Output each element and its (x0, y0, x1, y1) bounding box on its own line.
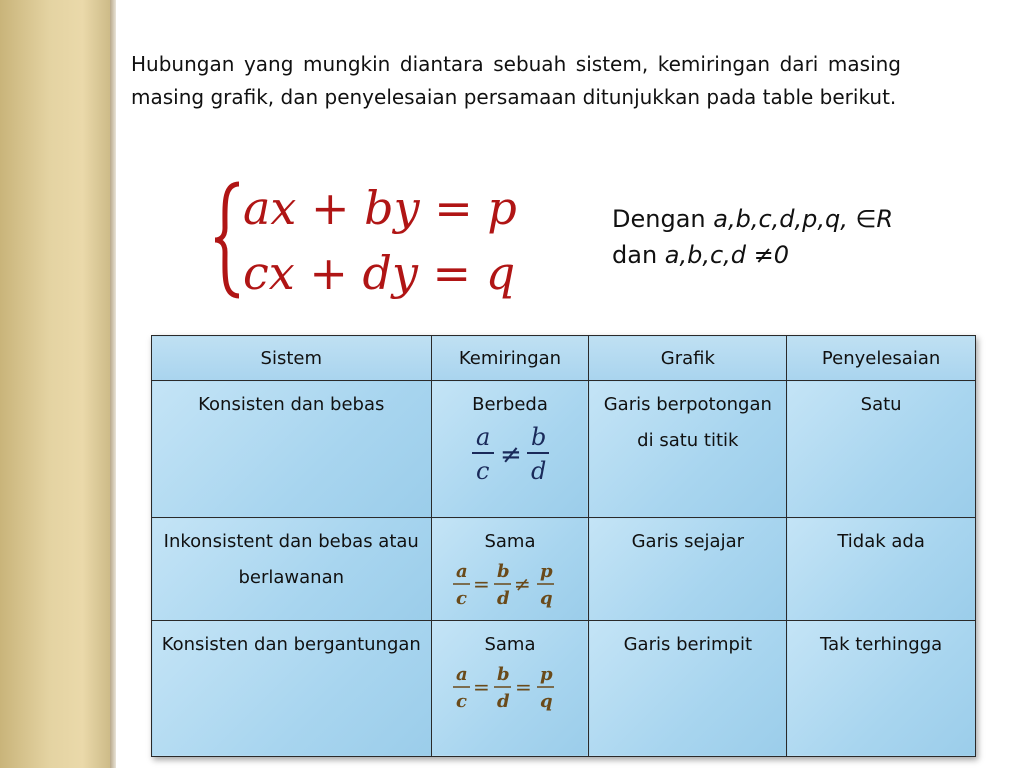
svg-text:d: d (496, 690, 510, 712)
cell-kemiringan: Sama a c = b d ≠ p q (431, 518, 589, 621)
svg-text:a: a (475, 423, 491, 451)
note-line-2: dan a,b,c,d ≠0 (612, 241, 790, 269)
equation-1: ax + by = p (243, 181, 517, 235)
svg-text:=: = (514, 674, 532, 699)
header-kemiringan: Kemiringan (431, 336, 589, 381)
note-line-1: Dengan a,b,c,d,p,q, ∈R (612, 205, 894, 233)
slope-formula (460, 423, 560, 489)
sidebar-edge (110, 0, 116, 768)
svg-text:=: = (472, 674, 490, 699)
header-grafik: Grafik (589, 336, 787, 381)
header-penyelesaian: Penyelesaian (787, 336, 976, 381)
cell-penyelesaian: Tak terhingga (787, 620, 976, 756)
svg-text:a: a (455, 663, 468, 685)
cell-penyelesaian: Satu (787, 381, 976, 518)
cell-sistem: Konsisten dan bebas (152, 381, 432, 518)
equation-system (213, 176, 553, 304)
cell-sistem: Inkonsistent dan bebas atau berlawanan (152, 518, 432, 621)
svg-text:b: b (530, 423, 547, 451)
svg-text:b: b (496, 663, 510, 685)
svg-text:c: c (455, 588, 467, 610)
variable-note (612, 201, 942, 273)
slope-formula (450, 560, 570, 616)
curly-brace-icon (215, 184, 239, 296)
svg-text:q: q (539, 690, 553, 712)
cell-penyelesaian: Tidak ada (787, 518, 976, 621)
svg-text:d: d (530, 457, 547, 485)
cell-grafik: Garis berimpit (589, 620, 787, 756)
equation-2: cx + dy = q (243, 246, 516, 300)
table-row (152, 381, 976, 518)
svg-text:d: d (496, 588, 510, 610)
cell-kemiringan: Berbeda a c ≠ b d (431, 381, 589, 518)
svg-text:b: b (496, 561, 510, 583)
cell-sistem: Konsisten dan bergantungan (152, 620, 432, 756)
decorative-sidebar (0, 0, 110, 768)
svg-text:≠: ≠ (513, 572, 531, 597)
svg-text:c: c (455, 690, 467, 712)
svg-text:p: p (539, 663, 553, 685)
svg-text:p: p (539, 561, 553, 583)
table-row (152, 620, 976, 756)
table-row (152, 518, 976, 621)
svg-text:q: q (539, 588, 553, 610)
svg-text:a: a (455, 561, 468, 583)
svg-text:≠: ≠ (499, 440, 522, 470)
cell-grafik: Garis berpotongan di satu titik (589, 381, 787, 518)
intro-paragraph: Hubungan yang mungkin diantara sebuah sistem, kemiringan dari masing masing grafik, dan penyelesaian persamaan ditunjukkan pada table berikut. (131, 52, 901, 109)
slope-formula (450, 663, 570, 719)
svg-text:c: c (475, 457, 490, 485)
comparison-table (151, 335, 976, 757)
cell-grafik: Garis sejajar (589, 518, 787, 621)
header-sistem: Sistem (152, 336, 432, 381)
svg-text:=: = (472, 572, 490, 597)
cell-kemiringan: Sama a c = b d = p q (431, 620, 589, 756)
